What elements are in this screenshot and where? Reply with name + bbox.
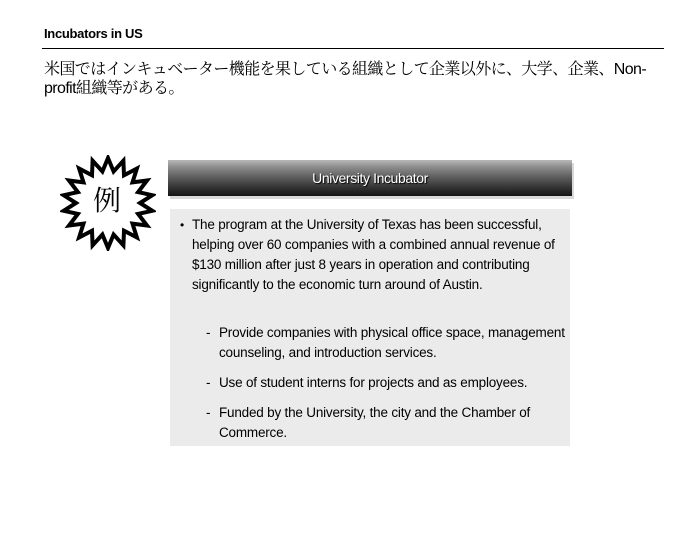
dash-marker: - <box>206 405 211 420</box>
sub-item-text: Funded by the University, the city and the Chamber of Commerce. <box>219 405 531 440</box>
sub-item <box>206 373 566 393</box>
panel-header-title: University Incubator <box>312 170 428 186</box>
main-bullet-text: The program at the University of Texas has been successful, helping over 60 companies with a combined annual revenue of $130 million after just 8 years in operation and contributing significantly to the economic turn around of Austin. <box>192 217 555 292</box>
dash-marker: - <box>206 325 211 340</box>
sub-item-text: Use of student interns for projects and as employees. <box>219 375 528 390</box>
sub-item <box>206 323 566 363</box>
example-label: 例 <box>92 184 121 217</box>
bullet-marker: • <box>180 218 185 232</box>
sub-list <box>206 323 566 453</box>
example-badge <box>60 155 156 251</box>
title-divider <box>42 48 664 49</box>
sub-item <box>206 403 566 443</box>
sub-item-text: Provide companies with physical office space, management counseling, and introduction services. <box>219 325 565 360</box>
slide-subtitle: 米国ではインキュベーター機能を果している組織として企業以外に、大学、企業、Non-profit組織等がある。 <box>44 61 647 97</box>
panel-header <box>168 160 572 196</box>
dash-marker: - <box>206 375 211 390</box>
slide-title: Incubators in US <box>44 26 143 41</box>
panel-body <box>170 209 570 446</box>
main-bullet <box>180 215 560 295</box>
